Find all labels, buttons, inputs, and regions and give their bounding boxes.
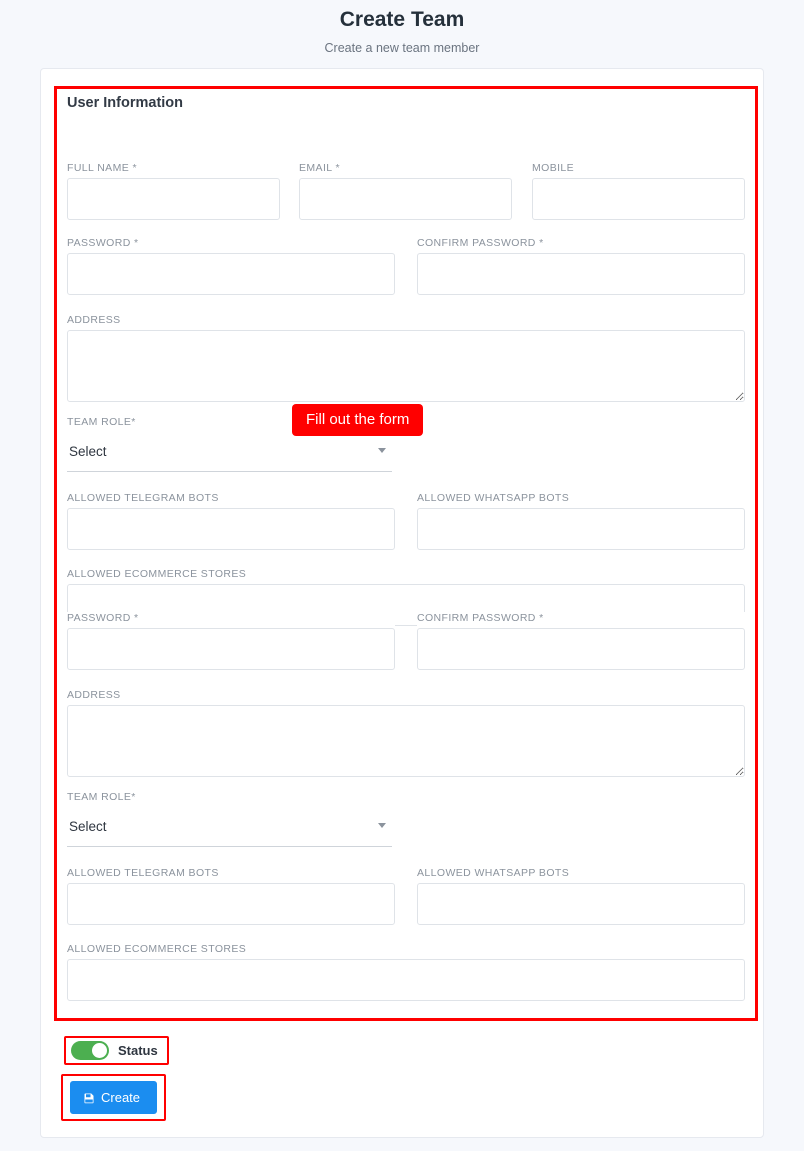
page-subtitle: Create a new team member [324, 41, 480, 55]
allowed-ecommerce-stores-2-label: ALLOWED ECOMMERCE STORES [67, 943, 247, 955]
team-role-select-wrap[interactable] [67, 432, 392, 472]
save-icon [83, 1092, 95, 1104]
field-allowed-whatsapp-bots-2 [417, 867, 745, 925]
confirm-password-label: CONFIRM PASSWORD * [417, 237, 544, 249]
mobile-input[interactable] [532, 178, 745, 220]
team-role-2-label: TEAM ROLE* [67, 791, 136, 803]
mobile-label: MOBILE [532, 162, 575, 174]
create-button[interactable] [70, 1081, 157, 1114]
allowed-ecommerce-stores-label: ALLOWED ECOMMERCE STORES [67, 568, 247, 580]
create-button-label: Create [101, 1090, 141, 1105]
full-name-input[interactable] [67, 178, 280, 220]
allowed-whatsapp-bots-2-label: ALLOWED WHATSAPP BOTS [417, 867, 570, 879]
create-button-annotation [61, 1074, 166, 1121]
status-toggle[interactable] [71, 1041, 109, 1060]
allowed-whatsapp-bots-label: ALLOWED WHATSAPP BOTS [417, 492, 570, 504]
email-label: EMAIL * [299, 162, 340, 174]
field-team-role-2 [67, 791, 392, 847]
field-confirm-password-2 [417, 612, 745, 670]
team-role-2-select[interactable] [67, 807, 392, 847]
status-toggle-knob [92, 1043, 107, 1058]
allowed-whatsapp-bots-2-input[interactable] [417, 883, 745, 925]
password-label: PASSWORD * [67, 237, 139, 249]
email-input[interactable] [299, 178, 512, 220]
field-address [67, 314, 745, 407]
confirm-password-2-input[interactable] [417, 628, 745, 670]
field-password-2 [67, 612, 395, 670]
field-email [299, 162, 512, 220]
field-allowed-whatsapp-bots [417, 492, 745, 550]
field-address-2 [67, 689, 745, 782]
password-2-input[interactable] [67, 628, 395, 670]
field-allowed-ecommerce-stores-2 [67, 943, 745, 1001]
team-role-label: TEAM ROLE* [67, 416, 136, 428]
field-confirm-password [417, 237, 745, 295]
field-allowed-telegram-bots [67, 492, 395, 550]
allowed-ecommerce-stores-2-input[interactable] [67, 959, 745, 1001]
confirm-password-input[interactable] [417, 253, 745, 295]
page-header [0, 0, 804, 56]
allowed-telegram-bots-2-label: ALLOWED TELEGRAM BOTS [67, 867, 219, 879]
address-label: ADDRESS [67, 314, 121, 326]
allowed-telegram-bots-2-input[interactable] [67, 883, 395, 925]
address-2-label: ADDRESS [67, 689, 121, 701]
page-title: Create Team [339, 8, 465, 31]
address-textarea[interactable] [67, 330, 745, 402]
full-name-label: FULL NAME * [67, 162, 137, 174]
fill-out-form-tooltip: Fill out the form [292, 404, 423, 436]
allowed-telegram-bots-input[interactable] [67, 508, 395, 550]
allowed-telegram-bots-label: ALLOWED TELEGRAM BOTS [67, 492, 219, 504]
team-role-2-select-wrap[interactable] [67, 807, 392, 847]
address-2-textarea[interactable] [67, 705, 745, 777]
team-role-select[interactable] [67, 432, 392, 472]
confirm-password-2-label: CONFIRM PASSWORD * [417, 612, 544, 624]
user-information-card [40, 68, 764, 1138]
field-full-name [67, 162, 280, 220]
field-password [67, 237, 395, 295]
password-input[interactable] [67, 253, 395, 295]
field-allowed-telegram-bots-2 [67, 867, 395, 925]
field-mobile [532, 162, 745, 220]
status-toggle-row[interactable] [64, 1036, 169, 1065]
status-label: Status [118, 1043, 158, 1058]
allowed-whatsapp-bots-input[interactable] [417, 508, 745, 550]
section-title: User Information [67, 95, 184, 111]
password-2-label: PASSWORD * [67, 612, 139, 624]
